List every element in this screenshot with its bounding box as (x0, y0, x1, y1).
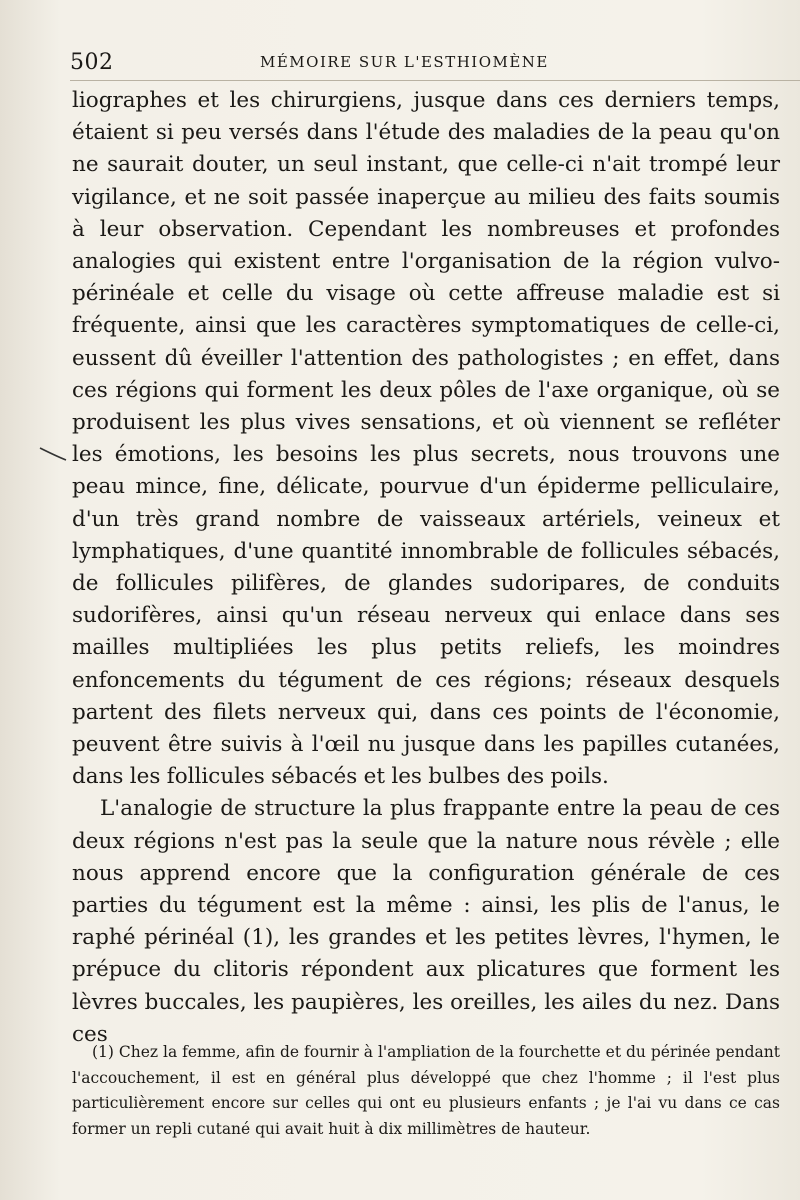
footnotes (72, 1040, 780, 1142)
margin-pen-mark (38, 444, 68, 462)
footnote: (1) Chez la femme, afin de fournir à l'ampliation de la fourchette et du périnée pendant l'accouchement, il est en général plus développé que chez l'homme ; il l'est plus particulièrement encore sur celles qui ont eu plusieurs enfants ; je l'ai vu dans ce cas former un repli cutané qui avait huit à dix millimètres de hauteur. (72, 1043, 780, 1138)
page-number: 502 (70, 50, 114, 75)
body-text (72, 85, 780, 1051)
paragraph: L'analogie de structure la plus frappante entre la peau de ces deux régions n'est pas la seule que la nature nous révèle ; elle nous apprend encore que la configuration générale de ces parties du tégument est la même : ainsi, les plis de l'anus, le raphé périnéal (1), les grandes et les petites lèvres, l'hymen, le prépuce du clitoris répondent aux plicatures que forment les lèvres buccales, les paupières, les oreilles, les ailes du nez. Dans ces (72, 796, 780, 1047)
running-title: MÉMOIRE SUR L'ESTHIOMÈNE (260, 53, 549, 71)
paragraph: liographes et les chirurgiens, jusque dans ces derniers temps, étaient si peu versés dans l'étude des maladies de la peau qu'on ne saurait douter, un seul instant, que celle-ci n'ait trompé leur vigilance, et ne soit passée inaperçue au milieu des faits soumis à leur observation. Cependant les nombreuses et profondes analogies qui existent entre l'organisation de la région vulvo-périnéale et celle du visage où cette affreuse maladie est si fréquente, ainsi que les caractères symptomatiques de celle-ci, eussent dû éveiller l'attention des pathologistes ; en effet, dans ces régions qui forment les deux pôles de l'axe organique, où se produisent les plus vives sensations, et où viennent se refléter les émotions, les besoins les plus secrets, nous trouvons une peau mince, fine, délicate, pourvue d'un épiderme pelliculaire, d'un très grand nombre de vaisseaux artériels, veineux et lymphatiques, d'une quantité innombrable de follicules sébacés, de follicules pilifères, de glandes sudoripares, de conduits sudorifères, ainsi qu'un réseau nerveux qui enlace dans ses mailles multipliées les plus petits reliefs, les moindres enfoncements du tégument de ces régions; réseaux desquels partent des filets nerveux qui, dans ces points de l'économie, peuvent être suivis à l'œil nu jusque dans les papilles cutanées, dans les follicules sébacés et les bulbes des poils. (72, 88, 780, 790)
page-header (70, 50, 800, 81)
